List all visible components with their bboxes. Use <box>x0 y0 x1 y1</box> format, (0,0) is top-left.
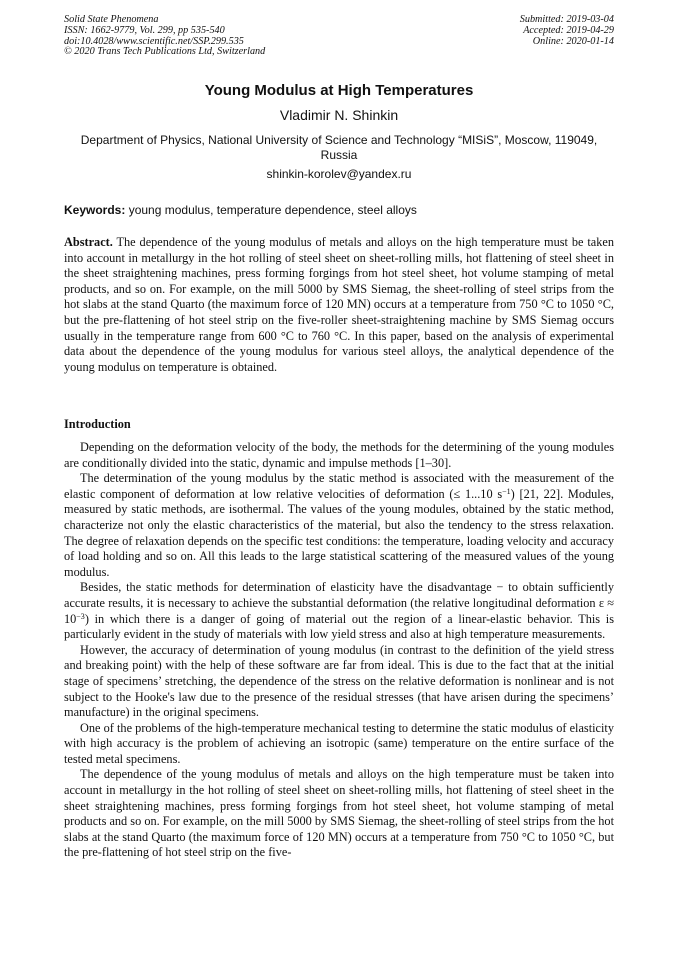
paragraph: However, the accuracy of determination of young modulus (in contrast to the definition of the yield stress and breaking point) with the help of these software are far from ideal. This is due to the fact that at the initial stage of specimens’ stretching, the dependence of the stress on the relative deformation is nonlinear and is not subject to the Hooke's law due to the presence of the residual stresses (that have arisen during the specimens’ manufacture) in the original specimens. <box>64 642 614 720</box>
journal-info <box>64 15 265 58</box>
superscript: −3 <box>76 611 85 621</box>
paragraph: Depending on the deformation velocity of the body, the methods for the determining of the young modules are conditionally divided into the static, dynamic and impulse methods [1–30]. <box>64 440 614 470</box>
superscript: −1 <box>502 486 511 496</box>
journal-issn: ISSN: 1662-9779, Vol. 299, pp 535-540 <box>64 24 225 36</box>
submission-dates <box>520 15 614 47</box>
paragraph-text: ) [21, 22]. Modules, measured by static methods, are isothermal. The values of the young modules, obtained by the static method, characterize not only the elastic characteristics of the material, but also the tendency to the stress relaxation. The degree of relaxation depends on the specific test conditions: the temperature, loading velocity and accuracy of load holding and so on. All this leads to the large statistical scattering of the measured values of the young modulus. <box>64 486 614 579</box>
paragraph-text: Besides, the static methods for determination of elasticity have the disadvantage − to obtain sufficiently accurate results, it is necessary to achieve the substantial deformation (the relative longitudinal deformation ε ≈ 10 <box>64 580 614 626</box>
introduction-heading: Introduction <box>64 417 131 431</box>
keywords <box>64 203 614 218</box>
journal-name: Solid State Phenomena <box>64 14 159 25</box>
abstract <box>64 235 614 375</box>
paragraph-text: ) in which there is a danger of going of material out the region of a linear-elastic behavior. This is particularly evident in the study of materials with low yield stress and also at high temperature measurements. <box>64 611 614 642</box>
paragraph <box>64 471 614 580</box>
keywords-label: Keywords: <box>64 203 126 217</box>
author-email: shinkin-korolev@yandex.ru <box>266 167 412 181</box>
paragraph <box>64 580 614 642</box>
paragraph: The dependence of the young modulus of metals and alloys on the high temperature must be taken into account in metallurgy in the hot rolling of steel sheet on sheet-rolling mills, hot flattening of steel sheet in the sheet straightening machines, press forming forgings from hot steel sheet, hot volume stamping of metal products and so on. For example, on the mill 5000 by SMS Siemag, the sheet-rolling of steel strips from the hot slabs at the stand Quarto (the maximum force of 120 MN) occurs at a temperature from 750 °C to 1050 °C, but the pre-flattening of hot steel strip on the five- <box>64 767 614 860</box>
paper-title: Young Modulus at High Temperatures <box>204 82 474 99</box>
online-date: Online: 2020-01-14 <box>532 35 614 47</box>
journal-doi: doi:10.4028/www.scientific.net/SSP.299.535 <box>64 35 244 47</box>
paper-author: Vladimir N. Shinkin <box>279 107 399 123</box>
introduction-body <box>64 440 614 861</box>
keywords-text: young modulus, temperature dependence, steel alloys <box>125 203 417 217</box>
paragraph: One of the problems of the high-temperature mechanical testing to determine the static modulus of elasticity with high accuracy is the problem of achieving an isotropic (same) temperature on the entire surface of the tested metal specimens. <box>64 720 614 766</box>
submitted-date: Submitted: 2019-03-04 <box>519 14 614 25</box>
abstract-text: The dependence of the young modulus of metals and alloys on the high temperature must be taken into account in metallurgy in the hot rolling of steel sheet on sheet-rolling mills, hot flattening of steel sheet in the sheet straightening machines, press forming forgings from hot steel sheet, hot volume stamping of metal products, and so on. For example, on the mill 5000 by SMS Siemag, the sheet-rolling of steel strips from the hot slabs at the stand Quarto (the maximum force of 120 MN) occurs at a temperature from 750 °C to 1050 °C, but the pre-flattening of hot steel strip on the five-roller sheet-straightening machine by SMS Siemag occurs usually in the temperature range from 600 °C to 760 °C. In this paper, based on the analysis of experimental data about the dependence of the young modulus for various steel alloys, the analytical dependence of the young modulus on temperature is obtained. <box>64 235 614 374</box>
abstract-label: Abstract. <box>64 235 113 249</box>
author-affiliation: Department of Physics, National University of Science and Technology “MISiS”, Moscow, 119049, Russia <box>80 133 598 162</box>
accepted-date: Accepted: 2019-04-29 <box>523 24 614 36</box>
journal-copyright: © 2020 Trans Tech Publications Ltd, Switzerland <box>64 46 266 58</box>
paragraph-text: The determination of the young modulus by the static method is associated with the measurement of the elastic component of deformation at low relative velocities of deformation (≤ 1...10 s <box>64 471 614 501</box>
